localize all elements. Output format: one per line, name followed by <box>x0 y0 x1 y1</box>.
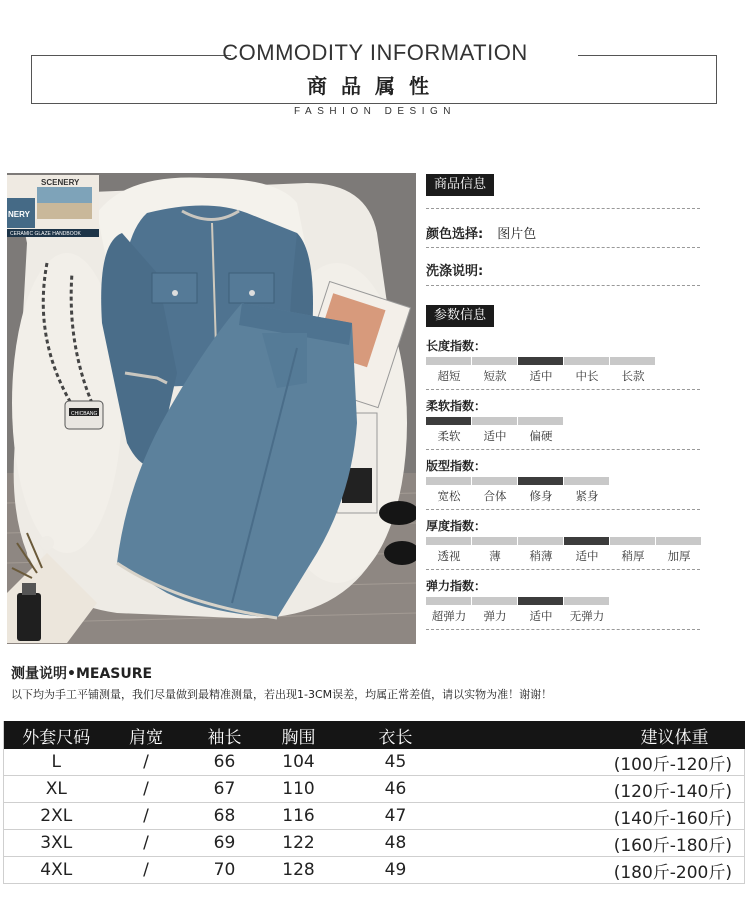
size-cell: 3XL <box>4 830 109 857</box>
index-option: 宽松 <box>437 489 461 503</box>
index-title: 厚度指数： <box>426 519 487 533</box>
product-photo <box>7 173 416 644</box>
index-option: 合体 <box>483 489 507 503</box>
index-option: 长款 <box>621 369 645 383</box>
header-title-en: COMMODITY INFORMATION <box>222 40 528 65</box>
divider <box>426 629 700 630</box>
index-title: 版型指数： <box>426 459 487 473</box>
sleeve-cell: 67 <box>184 776 266 803</box>
sleeve-cell: 68 <box>184 803 266 830</box>
weight-cell: (140斤-160斤) <box>460 803 745 830</box>
length-cell: 47 <box>332 803 460 830</box>
index-bar-selected <box>564 537 609 545</box>
index-option: 透视 <box>437 549 461 563</box>
bag-tag-text: CHICBANG <box>71 411 98 417</box>
index-option: 紧身 <box>575 489 599 503</box>
index-bar <box>472 597 517 605</box>
index-bar <box>426 357 471 365</box>
size-cell: L <box>4 749 109 776</box>
table-row <box>4 830 745 857</box>
divider <box>426 509 700 510</box>
sleeve-cell: 66 <box>184 749 266 776</box>
index-option: 适中 <box>529 609 553 623</box>
divider <box>426 449 700 450</box>
product-info-tag: 商品信息 <box>426 174 494 196</box>
size-table-header <box>4 721 745 749</box>
book-cover-text: NERY <box>8 210 30 219</box>
wash-row <box>426 260 483 279</box>
index-option: 短款 <box>483 369 507 383</box>
index-bar-selected <box>518 357 563 365</box>
index-title: 柔软指数： <box>426 399 487 413</box>
measure-note: 以下均为手工平铺测量，我们尽量做到最精准测量，若出现1-3CM误差，均属正常差值，请以实物为准！谢谢！ <box>11 688 553 701</box>
index-option: 适中 <box>483 429 507 443</box>
index-option: 适中 <box>575 549 599 563</box>
index-bar-selected <box>518 477 563 485</box>
chest-cell: 122 <box>266 830 332 857</box>
color-value: 图片色 <box>497 227 537 242</box>
divider <box>426 285 700 286</box>
index-bar-selected <box>426 417 471 425</box>
header-title-cn: 商品属性 <box>307 74 443 98</box>
index-bar <box>472 417 517 425</box>
table-row <box>4 749 745 776</box>
index-option: 无弹力 <box>569 609 605 623</box>
wash-label: 洗涤说明: <box>426 264 484 279</box>
index-option: 中长 <box>575 369 599 383</box>
weight-cell: (180斤-200斤) <box>460 857 745 884</box>
index-bar <box>426 537 471 545</box>
index-title: 长度指数： <box>426 339 487 353</box>
index-title: 弹力指数： <box>426 579 487 593</box>
index-option: 超弹力 <box>431 609 467 623</box>
divider <box>426 389 700 390</box>
divider <box>426 569 700 570</box>
shoulder-cell: / <box>109 776 184 803</box>
length-cell: 46 <box>332 776 460 803</box>
size-cell: 4XL <box>4 857 109 884</box>
index-option: 偏硬 <box>529 429 553 443</box>
color-label: 颜色选择: <box>426 227 484 242</box>
index-option: 弹力 <box>483 609 507 623</box>
params-tag: 参数信息 <box>426 305 494 327</box>
measure-title: 测量说明•MEASURE <box>11 666 153 682</box>
chest-cell: 128 <box>266 857 332 884</box>
weight-cell: (100斤-120斤) <box>460 749 745 776</box>
sleeve-cell: 69 <box>184 830 266 857</box>
index-option: 稍厚 <box>621 549 645 563</box>
size-table <box>3 721 745 884</box>
header-subtitle: FASHION DESIGN <box>293 106 456 117</box>
length-cell: 45 <box>332 749 460 776</box>
shoulder-cell: / <box>109 803 184 830</box>
chest-cell: 104 <box>266 749 332 776</box>
chest-cell: 110 <box>266 776 332 803</box>
sleeve-cell: 70 <box>184 857 266 884</box>
table-row <box>4 857 745 884</box>
index-option: 稍薄 <box>529 549 553 563</box>
size-cell: XL <box>4 776 109 803</box>
index-bar <box>564 597 609 605</box>
header-chest: 胸围 <box>266 721 332 749</box>
chest-cell: 116 <box>266 803 332 830</box>
divider <box>426 247 700 248</box>
table-row <box>4 776 745 803</box>
divider <box>426 208 700 209</box>
book-spine-text: CERAMIC GLAZE HANDBOOK <box>10 231 81 237</box>
index-option: 超短 <box>437 369 461 383</box>
index-bar <box>518 417 563 425</box>
index-bar <box>610 357 655 365</box>
length-cell: 48 <box>332 830 460 857</box>
weight-cell: (160斤-180斤) <box>460 830 745 857</box>
index-bar <box>564 477 609 485</box>
length-cell: 49 <box>332 857 460 884</box>
shoulder-cell: / <box>109 857 184 884</box>
color-row <box>426 223 536 242</box>
weight-cell: (120斤-140斤) <box>460 776 745 803</box>
index-bar <box>472 357 517 365</box>
index-bar-selected <box>518 597 563 605</box>
index-option: 薄 <box>489 549 501 563</box>
header-weight: 建议体重 <box>460 721 745 749</box>
header-length: 衣长 <box>332 721 460 749</box>
index-bar <box>472 477 517 485</box>
header-sleeve: 袖长 <box>184 721 266 749</box>
shoulder-cell: / <box>109 830 184 857</box>
index-bar <box>656 537 701 545</box>
index-option: 适中 <box>529 369 553 383</box>
index-bar <box>472 537 517 545</box>
index-bar <box>564 357 609 365</box>
book-title-text: SCENERY <box>41 178 80 187</box>
index-option: 柔软 <box>437 429 461 443</box>
header-shoulder: 肩宽 <box>109 721 184 749</box>
table-row <box>4 803 745 830</box>
shoulder-cell: / <box>109 749 184 776</box>
index-bar <box>610 537 655 545</box>
index-bar <box>426 597 471 605</box>
index-option: 加厚 <box>667 549 691 563</box>
index-option: 修身 <box>529 489 553 503</box>
index-bar <box>426 477 471 485</box>
size-cell: 2XL <box>4 803 109 830</box>
index-bar <box>518 537 563 545</box>
header-size: 外套尺码 <box>4 721 109 749</box>
